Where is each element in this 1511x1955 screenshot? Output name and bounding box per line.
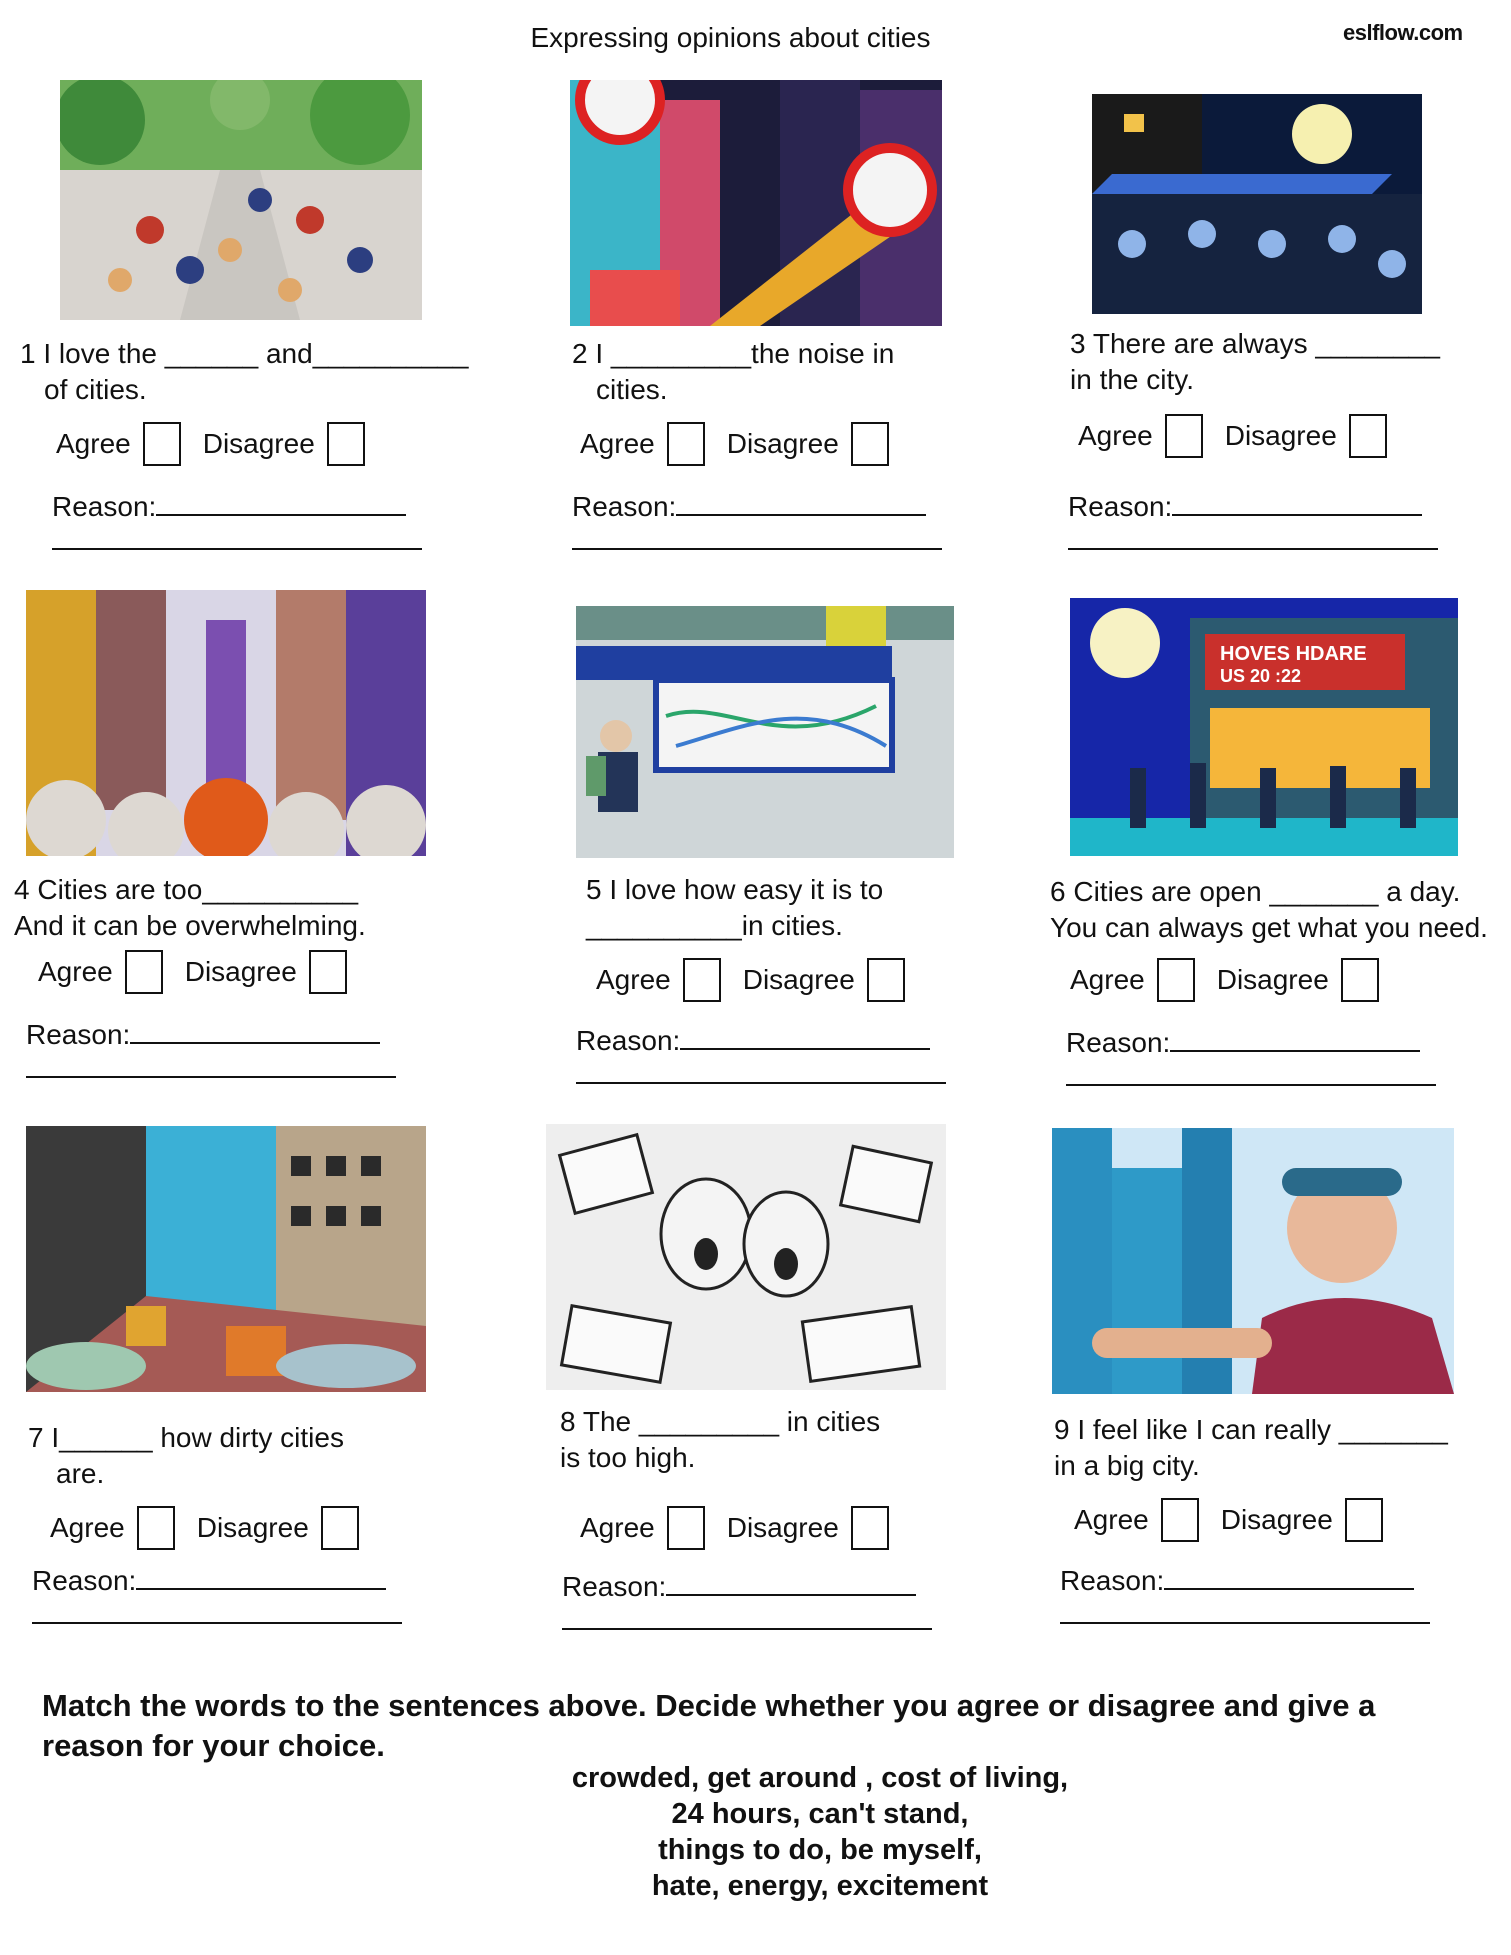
store-time-text: US 20 :22 bbox=[1220, 666, 1302, 686]
reason-field-7[interactable] bbox=[32, 1562, 386, 1597]
disagree-label: Disagree bbox=[726, 1512, 839, 1543]
reason-label: Reason: bbox=[52, 491, 157, 522]
disagree-label: Disagree bbox=[1216, 964, 1329, 995]
question-1 bbox=[20, 336, 468, 408]
reason-label: Reason: bbox=[32, 1565, 137, 1596]
disagree-label: Disagree bbox=[1220, 1504, 1333, 1535]
agree-label: Agree bbox=[580, 428, 655, 459]
reason-field-6[interactable] bbox=[1066, 1024, 1420, 1059]
question-3-line-1: 3 There are always ________ bbox=[1070, 328, 1440, 359]
reason-extra-line-2[interactable] bbox=[572, 548, 942, 550]
reason-extra-line-9[interactable] bbox=[1060, 1622, 1430, 1624]
answer-row-5 bbox=[596, 958, 927, 1002]
reason-label: Reason: bbox=[576, 1025, 681, 1056]
reason-extra-line-3[interactable] bbox=[1068, 548, 1438, 550]
question-2-line-2: cities. bbox=[596, 374, 668, 405]
disagree-checkbox-5[interactable] bbox=[867, 958, 905, 1002]
disagree-label: Disagree bbox=[1224, 420, 1337, 451]
reason-label: Reason: bbox=[1068, 491, 1173, 522]
disagree-checkbox-3[interactable] bbox=[1349, 414, 1387, 458]
page-title: Expressing opinions about cities bbox=[530, 22, 931, 53]
answer-row-4 bbox=[38, 950, 369, 994]
reason-field-1[interactable] bbox=[52, 488, 406, 523]
answer-row-3 bbox=[1078, 414, 1409, 458]
disagree-label: Disagree bbox=[196, 1512, 309, 1543]
word-bank-line: crowded, get around , cost of living, bbox=[571, 1762, 1069, 1794]
disagree-checkbox-2[interactable] bbox=[851, 422, 889, 466]
reason-extra-line-6[interactable] bbox=[1066, 1084, 1436, 1086]
question-4 bbox=[14, 872, 366, 944]
reason-label: Reason: bbox=[1060, 1565, 1165, 1596]
question-3 bbox=[1070, 326, 1440, 398]
agree-checkbox-9[interactable] bbox=[1161, 1498, 1199, 1542]
instructions: Match the words to the sentences above. Decide whether you agree or disagree and give a reason for your choice. bbox=[42, 1688, 1376, 1763]
answer-row-1 bbox=[56, 422, 387, 466]
picture-8-stressed-bills bbox=[546, 1124, 946, 1390]
word-bank-line: 24 hours, can't stand, bbox=[671, 1798, 969, 1830]
agree-checkbox-5[interactable] bbox=[683, 958, 721, 1002]
agree-label: Agree bbox=[596, 964, 671, 995]
reason-label: Reason: bbox=[1066, 1027, 1171, 1058]
question-1-line-2: of cities. bbox=[44, 374, 147, 405]
answer-row-6 bbox=[1070, 958, 1401, 1002]
question-4-line-2: And it can be overwhelming. bbox=[14, 910, 366, 941]
question-2-line-1: 2 I _________the noise in bbox=[572, 338, 895, 369]
answer-row-2 bbox=[580, 422, 911, 466]
question-5-line-2: __________in cities. bbox=[586, 910, 843, 941]
question-8-line-2: is too high. bbox=[560, 1442, 696, 1473]
question-7-line-1: 7 I______ how dirty cities bbox=[28, 1422, 344, 1453]
agree-checkbox-2[interactable] bbox=[667, 422, 705, 466]
disagree-label: Disagree bbox=[202, 428, 315, 459]
answer-row-7 bbox=[50, 1506, 381, 1550]
agree-label: Agree bbox=[38, 956, 113, 987]
reason-field-5[interactable] bbox=[576, 1022, 930, 1057]
picture-1-festival-street bbox=[60, 80, 422, 320]
agree-checkbox-8[interactable] bbox=[667, 1506, 705, 1550]
reason-label: Reason: bbox=[572, 491, 677, 522]
answer-row-8 bbox=[580, 1506, 911, 1550]
question-9-line-1: 9 I feel like I can really _______ bbox=[1054, 1414, 1448, 1445]
agree-label: Agree bbox=[1070, 964, 1145, 995]
disagree-checkbox-9[interactable] bbox=[1345, 1498, 1383, 1542]
picture-3-night-cafe bbox=[1092, 94, 1422, 314]
picture-5-metro-map bbox=[576, 606, 954, 858]
question-1-line-1: 1 I love the ______ and__________ bbox=[20, 338, 469, 369]
question-5-line-1: 5 I love how easy it is to bbox=[586, 874, 884, 905]
picture-9-happy-woman bbox=[1052, 1128, 1454, 1394]
reason-extra-line-8[interactable] bbox=[562, 1628, 932, 1630]
agree-checkbox-4[interactable] bbox=[125, 950, 163, 994]
question-5 bbox=[586, 872, 883, 944]
reason-field-8[interactable] bbox=[562, 1568, 916, 1603]
brand-logo: eslflow.com bbox=[1343, 20, 1463, 45]
agree-label: Agree bbox=[580, 1512, 655, 1543]
question-8-line-1: 8 The _________ in cities bbox=[560, 1406, 881, 1437]
picture-4-crowded-skyscrapers bbox=[26, 590, 426, 856]
agree-label: Agree bbox=[56, 428, 131, 459]
reason-field-3[interactable] bbox=[1068, 488, 1422, 523]
agree-label: Agree bbox=[1074, 1504, 1149, 1535]
reason-field-2[interactable] bbox=[572, 488, 926, 523]
disagree-label: Disagree bbox=[742, 964, 855, 995]
disagree-label: Disagree bbox=[184, 956, 297, 987]
agree-checkbox-6[interactable] bbox=[1157, 958, 1195, 1002]
question-9-line-2: in a big city. bbox=[1054, 1450, 1200, 1481]
disagree-checkbox-6[interactable] bbox=[1341, 958, 1379, 1002]
question-2 bbox=[572, 336, 894, 408]
question-7 bbox=[28, 1420, 344, 1492]
store-sign-text: HOVES HDARE bbox=[1220, 643, 1367, 665]
picture-2-noisy-city bbox=[570, 80, 942, 326]
disagree-checkbox-4[interactable] bbox=[309, 950, 347, 994]
disagree-checkbox-8[interactable] bbox=[851, 1506, 889, 1550]
reason-field-9[interactable] bbox=[1060, 1562, 1414, 1597]
question-8 bbox=[560, 1404, 880, 1476]
reason-label: Reason: bbox=[562, 1571, 667, 1602]
agree-checkbox-3[interactable] bbox=[1165, 414, 1203, 458]
question-9 bbox=[1054, 1412, 1448, 1484]
question-3-line-2: in the city. bbox=[1070, 364, 1194, 395]
reason-extra-line-7[interactable] bbox=[32, 1622, 402, 1624]
agree-label: Agree bbox=[1078, 420, 1153, 451]
question-4-line-1: 4 Cities are too__________ bbox=[14, 874, 359, 905]
word-bank-line: things to do, be myself, bbox=[658, 1834, 982, 1866]
agree-checkbox-1[interactable] bbox=[143, 422, 181, 466]
reason-field-4[interactable] bbox=[26, 1016, 380, 1051]
picture-7-dirty-street bbox=[26, 1126, 426, 1392]
question-6-line-2: You can always get what you need. bbox=[1050, 912, 1488, 943]
disagree-checkbox-7[interactable] bbox=[321, 1506, 359, 1550]
question-7-line-2: are. bbox=[56, 1458, 105, 1489]
answer-row-9 bbox=[1074, 1498, 1405, 1542]
disagree-checkbox-1[interactable] bbox=[327, 422, 365, 466]
agree-label: Agree bbox=[50, 1512, 125, 1543]
reason-extra-line-1[interactable] bbox=[52, 548, 422, 550]
word-bank-line: hate, energy, excitement bbox=[651, 1870, 989, 1902]
picture-6-24-hour-store bbox=[1070, 598, 1458, 856]
agree-checkbox-7[interactable] bbox=[137, 1506, 175, 1550]
reason-extra-line-5[interactable] bbox=[576, 1082, 946, 1084]
word-bank bbox=[420, 1760, 1220, 1904]
question-6-line-1: 6 Cities are open _______ a day. bbox=[1050, 876, 1461, 907]
reason-extra-line-4[interactable] bbox=[26, 1076, 396, 1078]
question-6 bbox=[1050, 874, 1488, 946]
reason-label: Reason: bbox=[26, 1019, 131, 1050]
disagree-label: Disagree bbox=[726, 428, 839, 459]
